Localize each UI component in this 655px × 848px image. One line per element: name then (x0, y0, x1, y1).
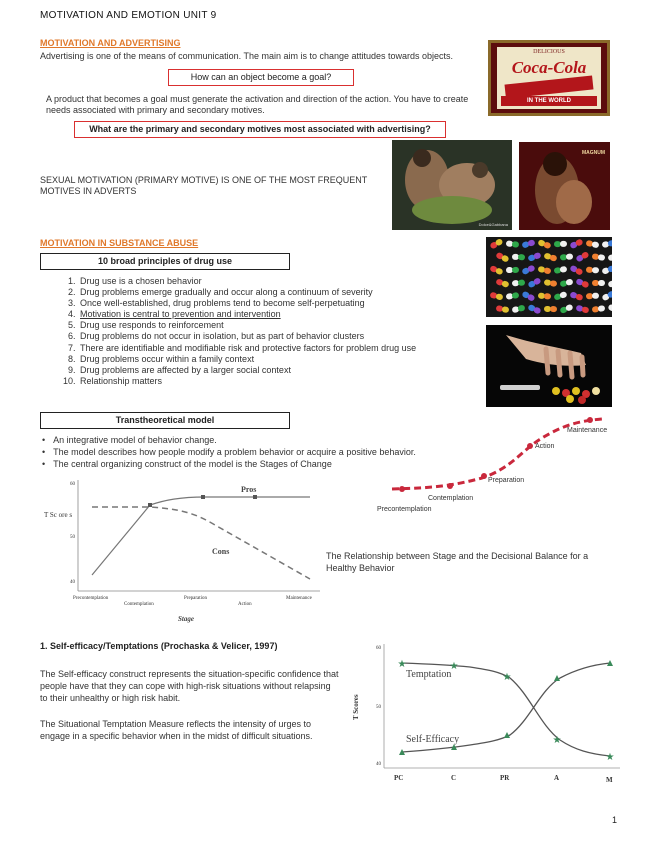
temptation-marker: ★ (552, 735, 562, 746)
pill-capsule (495, 252, 509, 263)
principle-item: 5. Drug use responds to reinforcement (78, 320, 518, 331)
principle-item: 7. There are identifiable and modifiable risk and protective factors for problem drug use (78, 343, 518, 354)
pill-capsule (607, 252, 612, 261)
pill-capsule (553, 291, 567, 301)
pill-capsule (601, 290, 612, 301)
pros-label: Pros (241, 485, 257, 494)
pill-capsule (575, 278, 589, 289)
pill-capsule (506, 292, 520, 300)
pill-capsule (489, 238, 503, 250)
dec-xtick: Contemplation (124, 602, 154, 607)
question-motives-box: What are the primary and secondary motives most associated with advertising? (74, 121, 446, 138)
pill-capsule (512, 254, 525, 261)
temptation-marker: ★ (397, 659, 407, 670)
pros-marker (253, 495, 257, 499)
pill-capsule (544, 306, 557, 312)
pros-line (92, 497, 310, 575)
pills-image (486, 237, 612, 317)
principle-item: 3. Once well-established, drug problems tend to become self-perpetuating (78, 298, 518, 309)
pill-capsule (592, 253, 606, 261)
cons-label: Cons (212, 547, 230, 556)
pill-capsule (512, 279, 525, 286)
pill-capsule (554, 266, 568, 274)
pill-capsule (602, 240, 612, 248)
unit-title: MOTIVATION AND EMOTION UNIT 9 (40, 10, 217, 21)
stages-of-change-diagram (372, 410, 622, 520)
pill-capsule (559, 278, 573, 287)
temptation-marker: ★ (502, 672, 512, 683)
stage-label-precontemplation: Precontemplation (377, 506, 432, 513)
pill-capsule (521, 264, 535, 275)
pill-capsule (560, 253, 574, 260)
dec-xtick: Preparation (184, 596, 208, 601)
pill-capsule (592, 280, 605, 286)
pill-capsule (527, 252, 541, 262)
pill-capsule (537, 266, 551, 275)
magnum-logo-text: MAGNUM (581, 150, 605, 156)
pill-capsule (521, 239, 535, 248)
principle-item: 9. Drug problems are affected by a larger social context (78, 365, 518, 376)
substance-heading: MOTIVATION IN SUBSTANCE ABUSE (40, 238, 199, 248)
pros-marker (201, 495, 205, 499)
ttm-bullet: • An integrative model of behavior change. (54, 434, 494, 446)
pill-capsule (527, 277, 541, 288)
pill-capsule (569, 238, 583, 249)
pros-marker (148, 503, 152, 507)
dec-xtick: Maintenance (286, 596, 312, 601)
self-efficacy-paragraph-2: The Situational Temptation Measure reflects the intensity of urges to engage in a specific behavior when in the midst of difficult situations. (40, 719, 313, 741)
stage-dot (399, 486, 405, 492)
stage-label-preparation: Preparation (488, 477, 525, 484)
page-number: 1 (612, 815, 618, 825)
pill-capsule (607, 303, 612, 315)
magnum-ad-image (519, 142, 610, 230)
pill-capsule (586, 267, 599, 274)
cocacola-bottom-text: IN THE WORLD (501, 96, 597, 106)
pill-capsule (607, 278, 612, 289)
pill-capsule (554, 241, 567, 247)
principle-item: 10. Relationship matters (78, 376, 518, 387)
pill-capsule (544, 279, 558, 287)
temptation-label: Temptation (406, 669, 452, 680)
dec-xtick: Precontemplation (73, 596, 109, 601)
pill-capsule (521, 291, 535, 302)
hand-drugs-shapes (486, 325, 612, 407)
dec-xtick: Action (238, 602, 252, 607)
se-xtick: PR (500, 774, 510, 782)
pill-capsule (527, 304, 541, 315)
se-ytick: 40 (376, 762, 381, 767)
pill-capsule (495, 278, 509, 288)
se-xtick: M (606, 776, 613, 784)
pill-capsule (586, 293, 599, 300)
stage-label-contemplation: Contemplation (428, 495, 474, 502)
temptation-marker: ★ (449, 661, 459, 672)
pill-capsule (537, 239, 551, 249)
principles-list (40, 276, 518, 387)
question-goal-box: How can an object become a goal? (168, 69, 354, 86)
pill-capsule (569, 265, 583, 276)
cocacola-logo-text: Coca-Cola (511, 58, 587, 77)
stage-dot (587, 417, 593, 423)
stage-dot (481, 473, 487, 479)
cocacola-top-text: DELICIOUS (533, 49, 565, 55)
principle-item: 4. Motivation is central to prevention and intervention (78, 309, 518, 320)
se-xtick: A (554, 774, 560, 782)
sexual-motivation-text: SEXUAL MOTIVATION (PRIMARY MOTIVE) IS ONE OF THE MOST FREQUENT MOTIVES IN ADVERTS (40, 175, 368, 196)
self-efficacy-heading: 1. Self-efficacy/Temptations (Prochaska & Velicer, 1997) (40, 641, 278, 651)
dec-ylabel: T Sc ore s (44, 511, 73, 519)
ttm-bullet: • The central organizing construct of the model is the Stages of Change (54, 458, 494, 470)
stage-dot (447, 483, 453, 489)
stage-dot (527, 443, 533, 449)
pill-capsule (592, 305, 606, 313)
pill-capsule (538, 292, 551, 299)
stage-label-maintenance: Maintenance (567, 427, 608, 434)
decisional-balance-chart (40, 475, 330, 625)
pill-capsule (569, 291, 583, 301)
se-ytick: 60 (376, 646, 381, 651)
pill-capsule (489, 265, 503, 275)
pills-shapes (486, 237, 612, 317)
pill-capsule (511, 305, 525, 314)
stage-label-action: Action (535, 443, 555, 450)
cons-line (92, 507, 310, 579)
ttm-title-box: Transtheoretical model (40, 412, 290, 429)
dolce-gabbana-ad-image (392, 140, 512, 230)
se-ytick: 50 (376, 705, 381, 710)
principles-title-box: 10 broad principles of drug use (40, 253, 290, 270)
pill-capsule (489, 292, 503, 301)
pill-capsule (559, 304, 573, 314)
principle-item: 1. Drug use is a chosen behavior (78, 276, 518, 287)
pill-capsule (496, 305, 510, 313)
dec-ytick: 40 (70, 580, 75, 585)
advertising-intro: Advertising is one of the means of communication. The main aim is to change attitudes towards objects. (40, 51, 454, 61)
pill-capsule (601, 265, 612, 275)
temptation-marker: ★ (605, 752, 615, 763)
self-efficacy-temptation-chart (350, 640, 625, 785)
principle-item: 8. Drug problems occur within a family context (78, 354, 518, 365)
self-efficacy-paragraph-1: The Self-efficacy construct represents the situation-specific confidence that people have that they can cope with high-risk situations without relapsing to their unhealthy or high risk habit. (40, 669, 339, 703)
se-xtick: PC (394, 774, 404, 782)
self-efficacy-label: Self-Efficacy (406, 734, 460, 745)
dec-ytick: 50 (70, 535, 75, 540)
dg-photo-shapes (392, 140, 512, 230)
hand-drugs-image (486, 325, 612, 407)
pill-capsule (575, 305, 589, 314)
se-xtick: C (451, 774, 457, 782)
dg-caption: Dolce&Gabbana (478, 222, 508, 227)
pill-capsule (506, 267, 519, 273)
ttm-bullet: • The model describes how people modify a problem behavior or acquire a positive behavior. (54, 446, 494, 458)
pill-capsule (586, 240, 600, 249)
principle-item: 2. Drug problems emerge gradually and occur along a continuum of severity (78, 287, 518, 298)
dec-xlabel: Stage (178, 615, 194, 623)
principle-item: 6. Drug problems do not occur in isolation, but as part of behavior clusters (78, 331, 518, 342)
pill-capsule (543, 252, 557, 262)
cocacola-vintage-ad-image (488, 40, 610, 116)
se-ylabel: T Scores (352, 694, 360, 720)
pill-capsule (575, 251, 589, 263)
advertising-heading: MOTIVATION AND ADVERTISING (40, 38, 181, 48)
goal-paragraph: A product that becomes a goal must generate the activation and direction of the action. You have to create needs associated with primary and secondary motives. (46, 94, 469, 115)
decisional-caption: The Relationship between Stage and the Decisional Balance for a Healthy Behavior (326, 551, 589, 573)
pill-capsule (506, 240, 520, 248)
dec-ytick: 60 (70, 482, 75, 487)
